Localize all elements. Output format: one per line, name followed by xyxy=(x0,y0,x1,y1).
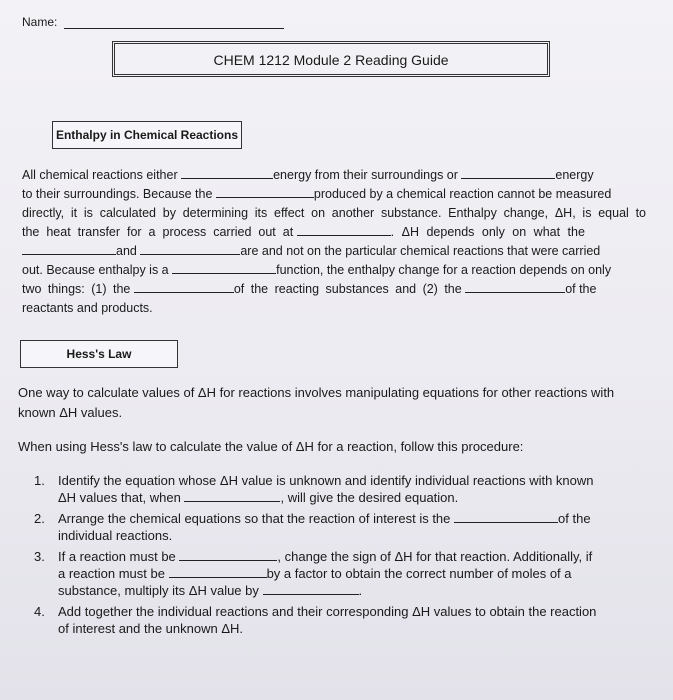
blank-7[interactable] xyxy=(172,262,276,274)
blank-2[interactable] xyxy=(461,167,555,179)
blank-8[interactable] xyxy=(134,281,234,293)
enthalpy-paragraph xyxy=(22,166,646,318)
step-3-blank-2[interactable] xyxy=(169,566,267,578)
hess-steps xyxy=(30,472,650,641)
enthalpy-line-3: directly, it is calculated by determining its effect on another substance. Enthalpy change, ΔH, is equal to xyxy=(22,206,646,220)
name-label: Name: xyxy=(22,15,58,29)
name-blank[interactable] xyxy=(64,28,284,29)
blank-6[interactable] xyxy=(140,243,240,255)
enthalpy-line-5: and are and not on the particular chemical reactions that were carried xyxy=(22,242,600,261)
blank-4[interactable] xyxy=(297,224,391,236)
step-2-blank[interactable] xyxy=(454,511,558,523)
enthalpy-line-8: reactants and products. xyxy=(22,301,153,315)
enthalpy-line-1: All chemical reactions either energy from their surroundings or energy xyxy=(22,168,594,182)
enthalpy-heading: Enthalpy in Chemical Reactions xyxy=(52,121,242,149)
step-3: 3. If a reaction must be , change the sign of ΔH for that reaction. Additionally, if a reaction must be by a factor to obtain the correct number of moles of a substance, multiply its ΔH value by . xyxy=(34,549,593,598)
step-1: 1. Identify the equation whose ΔH value is unknown and identify individual reactions with known ΔH values that, when , will give the desired equation. xyxy=(34,473,594,505)
enthalpy-line-2: to their surroundings. Because the produced by a chemical reaction cannot be measured xyxy=(22,187,612,201)
step-3-blank-3[interactable] xyxy=(263,583,359,595)
step-1-blank[interactable] xyxy=(184,490,280,502)
hess-procedure: When using Hess's law to calculate the value of ΔH for a reaction, follow this procedure: xyxy=(18,439,524,454)
page-title: CHEM 1212 Module 2 Reading Guide xyxy=(112,41,550,77)
enthalpy-line-6: out. Because enthalpy is a function, the enthalpy change for a reaction depends on only xyxy=(22,263,612,277)
blank-1[interactable] xyxy=(181,167,273,179)
blank-3[interactable] xyxy=(216,186,314,198)
step-3-blank-1[interactable] xyxy=(179,549,277,561)
step-2: 2. Arrange the chemical equations so that the reaction of interest is the of the individual reactions. xyxy=(34,511,591,543)
enthalpy-line-7: two things: (1) the of the reacting substances and (2) the of the xyxy=(22,282,597,296)
blank-5[interactable] xyxy=(22,243,116,255)
enthalpy-line-4: the heat transfer for a process carried out at . ΔH depends only on what the xyxy=(22,225,585,239)
blank-9[interactable] xyxy=(465,281,565,293)
step-4: 4. Add together the individual reactions and their corresponding ΔH values to obtain the reaction of interest and the unknown ΔH. xyxy=(34,604,597,636)
hess-intro: One way to calculate values of ΔH for reactions involves manipulating equations for other reactions with known ΔH values. xyxy=(18,385,615,420)
hess-heading: Hess's Law xyxy=(20,340,178,368)
